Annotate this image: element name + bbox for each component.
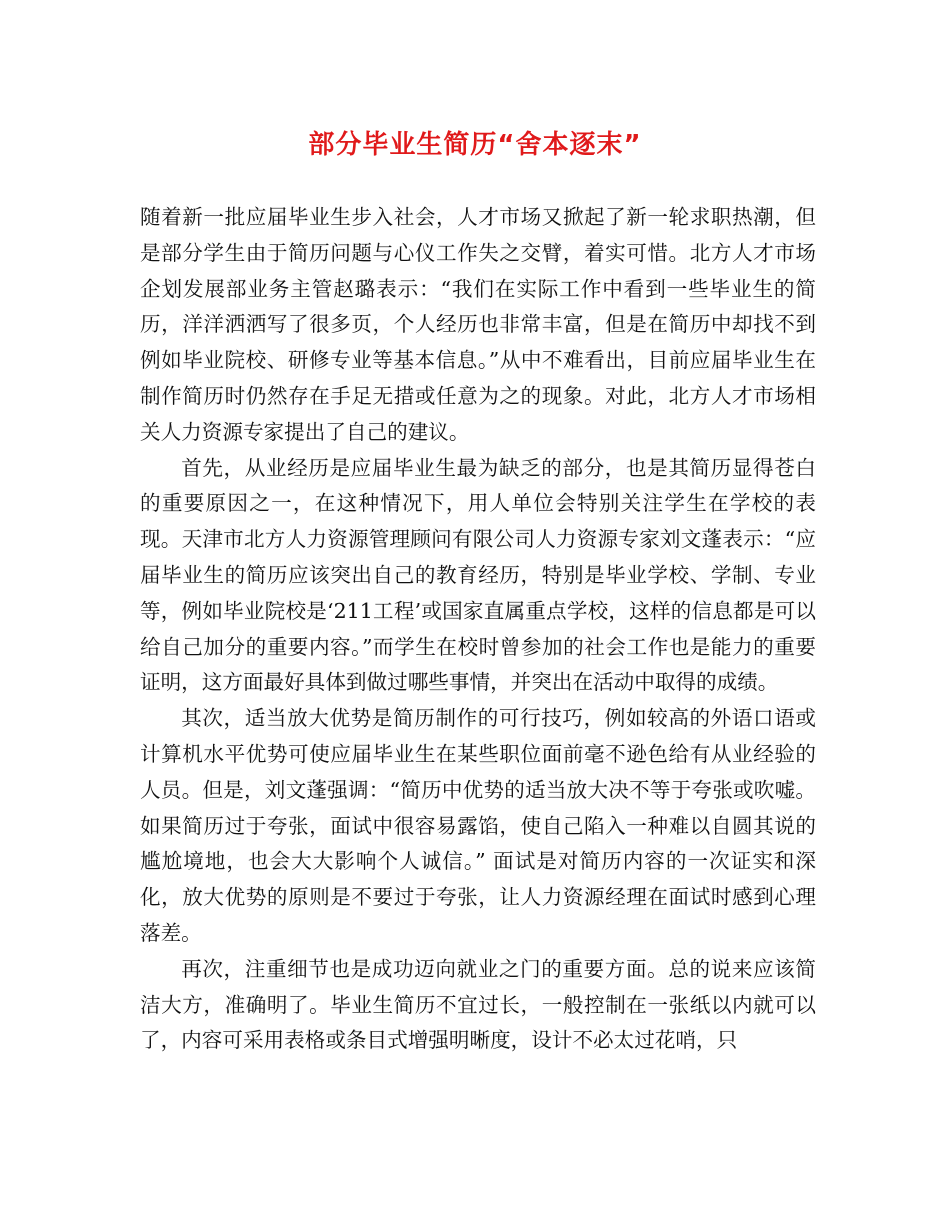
paragraph-3: 其次，适当放大优势是简历制作的可行技巧，例如较高的外语口语或计算机水平优势可使应届毕业生在某些职位面前毫不逊色给有从业经验的人员。但是，刘文蓬强调：“简历中优势的适当放大决不等于夸张或吹嘘。如果简历过于夸张，面试中很容易露馅，使自己陷入一种难以自圆其说的尴尬境地，也会大大影响个人诚信。” 面试是对简历内容的一次证实和深化，放大优势的原则是不要过于夸张，让人力资源经理在面试时感到心理落差。 — [140, 706, 816, 945]
document-title: 部分毕业生简历“舍本逐末” — [308, 130, 642, 160]
paragraph-4: 再次，注重细节也是成功迈向就业之门的重要方面。总的说来应该简洁大方，准确明了。毕业生简历不宜过长，一般控制在一张纸以内就可以了，内容可采用表格或条目式增强明晰度，设计不必太过花哨，只 — [140, 956, 816, 1053]
paragraph-1: 随着新一批应届毕业生步入社会，人才市场又掀起了新一轮求职热潮，但是部分学生由于简历问题与心仪工作失之交臂，着实可惜。北方人才市场企划发展部业务主管赵璐表示：“我们在实际工作中看到一些毕业生的简历，洋洋洒洒写了很多页，个人经历也非常丰富，但是在简历中却找不到例如毕业院校、研修专业等基本信息。”从中不难看出，目前应届毕业生在制作简历时仍然存在手足无措或任意为之的现象。对此，北方人才市场相关人力资源专家提出了自己的建议。 — [140, 205, 816, 444]
paragraph-2: 首先，从业经历是应届毕业生最为缺乏的部分，也是其简历显得苍白的重要原因之一，在这种情况下，用人单位会特别关注学生在学校的表现。天津市北方人力资源管理顾问有限公司人力资源专家刘文蓬表示：“应届毕业生的简历应该突出自己的教育经历，特别是毕业学校、学制、专业等，例如毕业院校是‘211工程’或国家直属重点学校，这样的信息都是可以给自己加分的重要内容。”而学生在校时曾参加的社会工作也是能力的重要证明，这方面最好具体到做过哪些事情，并突出在活动中取得的成绩。 — [140, 455, 816, 695]
document-body — [140, 200, 816, 1059]
